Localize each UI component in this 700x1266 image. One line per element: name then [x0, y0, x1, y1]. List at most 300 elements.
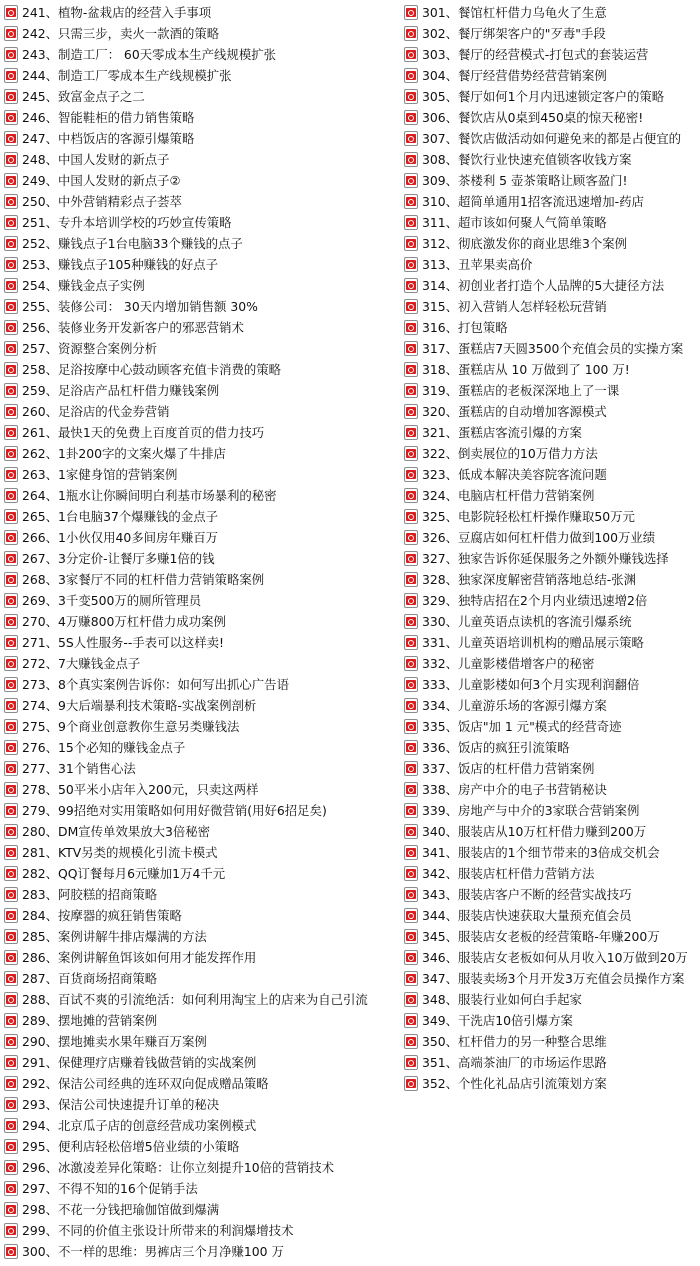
- document-list-item[interactable]: [404, 926, 700, 947]
- pdf-file-icon: [4, 488, 18, 503]
- document-list-item[interactable]: [404, 212, 700, 233]
- pdf-file-icon: [404, 152, 418, 167]
- document-title: 283、阿胶糕的招商策略: [22, 887, 158, 902]
- document-title: 252、赚钱点子1台电脑33个赚钱的点子: [22, 236, 243, 251]
- pdf-file-icon: [404, 341, 418, 356]
- document-title: 284、按摩器的疯狂销售策略: [22, 908, 182, 923]
- document-list-item[interactable]: [404, 23, 700, 44]
- document-title: 349、干洗店10倍引爆方案: [422, 1013, 573, 1028]
- document-list-item[interactable]: [4, 1073, 394, 1094]
- document-list-item[interactable]: [4, 779, 394, 800]
- pdf-file-icon: [4, 299, 18, 314]
- pdf-file-icon: [4, 215, 18, 230]
- document-title: 298、不花一分钱把瑜伽馆做到爆满: [22, 1202, 220, 1217]
- document-title: 322、倒卖展位的10万借力方法: [422, 446, 598, 461]
- document-list-item[interactable]: [4, 359, 394, 380]
- document-title: 348、服装行业如何白手起家: [422, 992, 582, 1007]
- document-title: 333、儿童影楼如何3个月实现利润翻倍: [422, 677, 640, 692]
- pdf-file-icon: [4, 341, 18, 356]
- document-list-item[interactable]: [4, 527, 394, 548]
- pdf-file-icon: [4, 635, 18, 650]
- document-list-item[interactable]: [4, 653, 394, 674]
- document-list-item[interactable]: [4, 548, 394, 569]
- document-title: 267、3分定价-让餐厅多赚1倍的钱: [22, 551, 215, 566]
- pdf-file-icon: [4, 1139, 18, 1154]
- pdf-file-icon: [404, 971, 418, 986]
- document-list-item[interactable]: [4, 149, 394, 170]
- pdf-file-icon: [404, 26, 418, 41]
- document-list-item[interactable]: [4, 23, 394, 44]
- document-title: 315、初入营销人怎样轻松玩营销: [422, 299, 607, 314]
- pdf-file-icon: [4, 1055, 18, 1070]
- document-list-item[interactable]: [404, 233, 700, 254]
- document-list-item[interactable]: [404, 737, 700, 758]
- document-list-item[interactable]: [404, 884, 700, 905]
- document-title: 257、资源整合案例分析: [22, 341, 158, 356]
- pdf-file-icon: [404, 194, 418, 209]
- document-list-item[interactable]: [404, 1073, 700, 1094]
- document-list-item[interactable]: [4, 233, 394, 254]
- pdf-file-icon: [404, 5, 418, 20]
- pdf-file-icon: [404, 68, 418, 83]
- document-list-item[interactable]: [4, 1136, 394, 1157]
- document-list-item[interactable]: [4, 86, 394, 107]
- pdf-file-icon: [404, 1055, 418, 1070]
- pdf-file-icon: [4, 845, 18, 860]
- document-list-item[interactable]: [404, 275, 700, 296]
- document-title: 317、蛋糕店7天圆3500个充值会员的实操方案: [422, 341, 684, 356]
- pdf-file-icon: [4, 719, 18, 734]
- document-list-item[interactable]: [4, 968, 394, 989]
- pdf-file-icon: [4, 1202, 18, 1217]
- document-title: 248、中国人发财的新点子: [22, 152, 170, 167]
- document-list-item[interactable]: [404, 842, 700, 863]
- document-list-item[interactable]: [4, 1052, 394, 1073]
- document-list-item[interactable]: [404, 170, 700, 191]
- document-title: 304、餐厅经营借势经营营销案例: [422, 68, 607, 83]
- pdf-file-icon: [404, 173, 418, 188]
- document-list-item[interactable]: [4, 1199, 394, 1220]
- document-title: 316、打包策略: [422, 320, 508, 335]
- document-title: 324、电脑店杠杆借力营销案例: [422, 488, 595, 503]
- pdf-file-icon: [4, 425, 18, 440]
- document-list-item[interactable]: [404, 86, 700, 107]
- document-list-item[interactable]: [404, 254, 700, 275]
- pdf-file-icon: [404, 929, 418, 944]
- pdf-file-icon: [404, 110, 418, 125]
- document-title: 318、蛋糕店从 10 万做到了 100 万!: [422, 362, 630, 377]
- document-title: 346、服装店女老板如何从月收入10万做到20万: [422, 950, 688, 965]
- pdf-file-icon: [404, 488, 418, 503]
- document-title: 320、蛋糕店的自动增加客源模式: [422, 404, 607, 419]
- document-title: 340、服装店从10万杠杆借力赚到200万: [422, 824, 647, 839]
- document-title: 269、3千变500万的厕所管理员: [22, 593, 202, 608]
- document-list-item[interactable]: [404, 695, 700, 716]
- document-list-item[interactable]: [404, 107, 700, 128]
- document-title: 330、儿童英语点读机的客流引爆系统: [422, 614, 632, 629]
- document-title: 338、房产中介的电子书营销秘诀: [422, 782, 607, 797]
- pdf-file-icon: [404, 236, 418, 251]
- document-title: 272、7大赚钱金点子: [22, 656, 141, 671]
- pdf-file-icon: [404, 257, 418, 272]
- pdf-file-icon: [4, 677, 18, 692]
- document-title: 287、百货商场招商策略: [22, 971, 158, 986]
- pdf-file-icon: [4, 26, 18, 41]
- document-title: 306、餐饮店从0桌到450桌的惊天秘密!: [422, 110, 644, 125]
- document-list-item[interactable]: [404, 338, 700, 359]
- document-title: 271、5S人性服务--手表可以这样卖!: [22, 635, 224, 650]
- document-list-item[interactable]: [404, 422, 700, 443]
- document-title: 266、1小伙仅用40多间房年赚百万: [22, 530, 218, 545]
- document-list-item[interactable]: [404, 548, 700, 569]
- pdf-file-icon: [404, 383, 418, 398]
- document-title: 256、装修业务开发新客户的邪恶营销术: [22, 320, 244, 335]
- document-list-item[interactable]: [404, 296, 700, 317]
- pdf-file-icon: [4, 593, 18, 608]
- document-title: 335、饭店"加 1 元"模式的经营奇迹: [422, 719, 622, 734]
- document-title: 258、足浴按摩中心鼓动顾客充值卡消费的策略: [22, 362, 282, 377]
- document-list-item[interactable]: [4, 44, 394, 65]
- document-title: 293、保洁公司快速提升订单的秘决: [22, 1097, 220, 1112]
- document-list-item[interactable]: [404, 758, 700, 779]
- document-list-item[interactable]: [4, 65, 394, 86]
- document-title: 307、餐饮店做活动如何避免来的都是占便宜的: [422, 131, 682, 146]
- document-list-item[interactable]: [4, 569, 394, 590]
- document-list-item[interactable]: [404, 716, 700, 737]
- document-title: 328、独家深度解密营销落地总结-张渊: [422, 572, 636, 587]
- pdf-file-icon: [4, 1223, 18, 1238]
- pdf-file-icon: [4, 698, 18, 713]
- document-list-item[interactable]: [4, 674, 394, 695]
- pdf-file-icon: [4, 47, 18, 62]
- pdf-file-icon: [4, 761, 18, 776]
- document-list-item[interactable]: [4, 380, 394, 401]
- document-title: 342、服装店杠杆借力营销方法: [422, 866, 595, 881]
- document-list-item[interactable]: [4, 716, 394, 737]
- pdf-file-icon: [4, 1097, 18, 1112]
- pdf-file-icon: [404, 824, 418, 839]
- document-list-item[interactable]: [404, 65, 700, 86]
- pdf-file-icon: [404, 908, 418, 923]
- document-list-item[interactable]: [4, 443, 394, 464]
- pdf-file-icon: [404, 593, 418, 608]
- document-list-item[interactable]: [404, 464, 700, 485]
- document-list-item[interactable]: [4, 2, 394, 23]
- pdf-file-icon: [404, 866, 418, 881]
- document-list-item[interactable]: [404, 569, 700, 590]
- document-list-item[interactable]: [404, 611, 700, 632]
- document-list-left-column: [4, 2, 394, 1262]
- pdf-file-icon: [4, 971, 18, 986]
- document-title: 314、初创业者打造个人品牌的5大捷径方法: [422, 278, 665, 293]
- document-list-item[interactable]: [404, 590, 700, 611]
- document-list-item[interactable]: [404, 632, 700, 653]
- pdf-file-icon: [4, 194, 18, 209]
- document-list-item[interactable]: [4, 464, 394, 485]
- document-list-item[interactable]: [4, 989, 394, 1010]
- pdf-file-icon: [404, 509, 418, 524]
- pdf-file-icon: [404, 950, 418, 965]
- document-title: 347、服装卖场3个月开发3万充值会员操作方案: [422, 971, 685, 986]
- document-title: 319、蛋糕店的老板深深地上了一课: [422, 383, 620, 398]
- document-title: 350、杠杆借力的另一种整合思维: [422, 1034, 607, 1049]
- pdf-file-icon: [4, 929, 18, 944]
- document-title: 339、房地产与中介的3家联合营销案例: [422, 803, 640, 818]
- document-list-item[interactable]: [4, 485, 394, 506]
- document-list-item[interactable]: [404, 191, 700, 212]
- pdf-file-icon: [4, 1244, 18, 1259]
- document-title: 268、3家餐厅不同的杠杆借力营销策略案例: [22, 572, 265, 587]
- document-title: 291、保健理疗店赚着钱做营销的实战案例: [22, 1055, 257, 1070]
- document-list-item[interactable]: [404, 989, 700, 1010]
- pdf-file-icon: [404, 992, 418, 1007]
- pdf-file-icon: [404, 782, 418, 797]
- document-title: 245、致富金点子之二: [22, 89, 145, 104]
- document-list-item[interactable]: [4, 926, 394, 947]
- document-list-item[interactable]: [4, 1178, 394, 1199]
- document-title: 255、装修公司： 30天内增加销售额 30%: [22, 299, 258, 314]
- document-list-item[interactable]: [404, 800, 700, 821]
- document-title: 244、制造工厂零成本生产线规模扩张: [22, 68, 232, 83]
- document-title: 311、超市该如何聚人气简单策略: [422, 215, 607, 230]
- document-title: 280、DM宣传单效果放大3倍秘密: [22, 824, 211, 839]
- document-title: 281、KTV另类的规模化引流卡模式: [22, 845, 218, 860]
- document-list-item[interactable]: [404, 1052, 700, 1073]
- pdf-file-icon: [4, 110, 18, 125]
- pdf-file-icon: [404, 278, 418, 293]
- document-list-item[interactable]: [404, 947, 700, 968]
- pdf-file-icon: [404, 320, 418, 335]
- pdf-file-icon: [404, 635, 418, 650]
- pdf-file-icon: [4, 803, 18, 818]
- pdf-file-icon: [404, 656, 418, 671]
- document-title: 265、1台电脑37个爆赚钱的金点子: [22, 509, 218, 524]
- document-title: 323、低成本解决美容院客流问题: [422, 467, 607, 482]
- pdf-file-icon: [404, 845, 418, 860]
- document-list-item[interactable]: [4, 128, 394, 149]
- document-list-item[interactable]: [404, 905, 700, 926]
- pdf-file-icon: [4, 278, 18, 293]
- document-list-item[interactable]: [404, 653, 700, 674]
- pdf-file-icon: [404, 1034, 418, 1049]
- pdf-file-icon: [4, 68, 18, 83]
- pdf-file-icon: [4, 467, 18, 482]
- pdf-file-icon: [4, 446, 18, 461]
- pdf-file-icon: [4, 740, 18, 755]
- document-title: 294、北京瓜子店的创意经营成功案例模式: [22, 1118, 257, 1133]
- document-title: 343、服装店客户不断的经营实战技巧: [422, 887, 632, 902]
- document-list-item[interactable]: [4, 254, 394, 275]
- pdf-file-icon: [404, 131, 418, 146]
- document-title: 326、豆腐店如何杠杆借力做到100万业绩: [422, 530, 656, 545]
- document-list-item[interactable]: [404, 149, 700, 170]
- pdf-file-icon: [4, 1076, 18, 1091]
- document-list-item[interactable]: [4, 401, 394, 422]
- document-title: 262、1卦200字的文案火爆了牛排店: [22, 446, 226, 461]
- pdf-file-icon: [4, 866, 18, 881]
- document-list-item[interactable]: [404, 317, 700, 338]
- document-title: 274、9大后端暴利技术策略-实战案例剖析: [22, 698, 257, 713]
- pdf-file-icon: [404, 572, 418, 587]
- document-title: 292、保洁公司经典的连环双向促成赠品策略: [22, 1076, 269, 1091]
- document-title: 321、蛋糕店客流引爆的方案: [422, 425, 582, 440]
- document-list-right-column: [404, 2, 700, 1094]
- document-title: 329、独特店招在2个月内业绩迅速增2倍: [422, 593, 648, 608]
- document-list-item[interactable]: [404, 1031, 700, 1052]
- pdf-file-icon: [4, 950, 18, 965]
- document-title: 313、丑苹果卖高价: [422, 257, 533, 272]
- document-list-item[interactable]: [4, 107, 394, 128]
- pdf-file-icon: [4, 551, 18, 566]
- document-title: 352、个性化礼品店引流策划方案: [422, 1076, 607, 1091]
- document-title: 249、中国人发财的新点子②: [22, 173, 181, 188]
- pdf-file-icon: [4, 1034, 18, 1049]
- document-title: 296、冰激凌差异化策略：让你立刻提升10倍的营销技术: [22, 1160, 335, 1175]
- document-list-item[interactable]: [4, 506, 394, 527]
- document-list-item[interactable]: [404, 443, 700, 464]
- document-title: 351、高端茶油厂的市场运作思路: [422, 1055, 607, 1070]
- document-title: 277、31个销售心法: [22, 761, 136, 776]
- document-title: 303、餐厅的经营模式-打包式的套装运营: [422, 47, 649, 62]
- document-title: 309、茶楼利 5 壶茶策略让顾客盈门!: [422, 173, 628, 188]
- document-list-item[interactable]: [4, 191, 394, 212]
- document-list-item[interactable]: [4, 632, 394, 653]
- document-title: 273、8个真实案例告诉你：如何写出抓心广告语: [22, 677, 289, 692]
- pdf-file-icon: [404, 299, 418, 314]
- document-title: 253、赚钱点子105种赚钱的好点子: [22, 257, 218, 272]
- document-list-item[interactable]: [404, 674, 700, 695]
- pdf-file-icon: [4, 383, 18, 398]
- document-list-item[interactable]: [4, 758, 394, 779]
- pdf-file-icon: [404, 89, 418, 104]
- document-title: 282、QQ订餐每月6元赚加1万4千元: [22, 866, 226, 881]
- document-title: 251、专升本培训学校的巧妙宣传策略: [22, 215, 232, 230]
- pdf-file-icon: [404, 614, 418, 629]
- document-list-item[interactable]: [4, 863, 394, 884]
- document-title: 312、彻底激发你的商业思维3个案例: [422, 236, 628, 251]
- pdf-file-icon: [4, 362, 18, 377]
- document-list-item[interactable]: [404, 779, 700, 800]
- document-list-item[interactable]: [404, 401, 700, 422]
- document-list-item[interactable]: [404, 968, 700, 989]
- pdf-file-icon: [4, 152, 18, 167]
- document-list-item[interactable]: [4, 737, 394, 758]
- document-list-item[interactable]: [4, 296, 394, 317]
- document-title: 259、足浴店产品杠杆借力赚钱案例: [22, 383, 220, 398]
- document-list-item[interactable]: [4, 884, 394, 905]
- pdf-file-icon: [404, 677, 418, 692]
- document-list-item[interactable]: [4, 611, 394, 632]
- document-list-item[interactable]: [4, 275, 394, 296]
- document-list-item[interactable]: [4, 338, 394, 359]
- document-title: 295、便利店轻松倍增5倍业绩的小策略: [22, 1139, 240, 1154]
- pdf-file-icon: [4, 1013, 18, 1028]
- document-list-item[interactable]: [4, 821, 394, 842]
- document-list-item[interactable]: [404, 359, 700, 380]
- document-title: 300、不一样的思维：男裤店三个月净赚100 万: [22, 1244, 284, 1259]
- document-list-item[interactable]: [4, 212, 394, 233]
- pdf-file-icon: [404, 887, 418, 902]
- document-list-item[interactable]: [4, 842, 394, 863]
- document-list-item[interactable]: [404, 821, 700, 842]
- document-title: 332、儿童影楼借增客户的秘密: [422, 656, 595, 671]
- document-list-item[interactable]: [4, 170, 394, 191]
- document-list-item[interactable]: [4, 1031, 394, 1052]
- pdf-file-icon: [404, 404, 418, 419]
- document-list-item[interactable]: [404, 380, 700, 401]
- pdf-file-icon: [404, 740, 418, 755]
- document-title: 275、9个商业创意教你生意另类赚钱法: [22, 719, 240, 734]
- document-list-item[interactable]: [4, 947, 394, 968]
- document-title: 305、餐厅如何1个月内迅速锁定客户的策略: [422, 89, 665, 104]
- document-title: 270、4万赚800万杠杆借力成功案例: [22, 614, 226, 629]
- pdf-file-icon: [404, 719, 418, 734]
- pdf-file-icon: [4, 908, 18, 923]
- document-title: 331、儿童英语培训机构的赠品展示策略: [422, 635, 644, 650]
- document-list-item[interactable]: [404, 2, 700, 23]
- document-title: 334、儿童游乐场的客源引爆方案: [422, 698, 607, 713]
- document-title: 279、99招绝对实用策略如何用好微营销(用好6招足矣): [22, 803, 327, 818]
- pdf-file-icon: [404, 47, 418, 62]
- document-title: 290、摆地摊卖水果年赚百万案例: [22, 1034, 207, 1049]
- pdf-file-icon: [4, 530, 18, 545]
- document-list-item[interactable]: [4, 1157, 394, 1178]
- document-list-item[interactable]: [4, 905, 394, 926]
- document-list-item[interactable]: [4, 695, 394, 716]
- document-title: 308、餐饮行业快速充值锁客收钱方案: [422, 152, 632, 167]
- document-list-item[interactable]: [4, 1220, 394, 1241]
- pdf-file-icon: [4, 824, 18, 839]
- document-list-item[interactable]: [404, 44, 700, 65]
- document-list-item[interactable]: [4, 422, 394, 443]
- document-title: 276、15个必知的赚钱金点子: [22, 740, 186, 755]
- document-title: 301、餐馆杠杆借力乌龟火了生意: [422, 5, 607, 20]
- document-title: 336、饭店的疯狂引流策略: [422, 740, 570, 755]
- pdf-file-icon: [404, 425, 418, 440]
- document-list-item[interactable]: [404, 485, 700, 506]
- document-title: 243、制造工厂： 60天零成本生产线规模扩张: [22, 47, 276, 62]
- pdf-file-icon: [404, 1076, 418, 1091]
- document-list-item[interactable]: [4, 1094, 394, 1115]
- document-title: 325、电影院轻松杠杆操作赚取50万元: [422, 509, 635, 524]
- document-list-item[interactable]: [4, 800, 394, 821]
- pdf-file-icon: [404, 530, 418, 545]
- document-list-item[interactable]: [404, 863, 700, 884]
- document-list-item[interactable]: [4, 317, 394, 338]
- document-list-item[interactable]: [404, 506, 700, 527]
- document-title: 241、植物-盆栽店的经营入手事项: [22, 5, 212, 20]
- pdf-file-icon: [4, 404, 18, 419]
- document-title: 337、饭店的杠杆借力营销案例: [422, 761, 595, 776]
- document-list-item[interactable]: [404, 128, 700, 149]
- pdf-file-icon: [4, 89, 18, 104]
- document-title: 289、摆地摊的营销案例: [22, 1013, 158, 1028]
- document-list-item[interactable]: [4, 590, 394, 611]
- document-list-item[interactable]: [404, 1010, 700, 1031]
- document-list-item[interactable]: [4, 1010, 394, 1031]
- document-list-item[interactable]: [4, 1241, 394, 1262]
- pdf-file-icon: [4, 173, 18, 188]
- pdf-file-icon: [4, 1118, 18, 1133]
- document-title: 327、独家告诉你延保服务之外额外赚钱选择: [422, 551, 669, 566]
- pdf-file-icon: [4, 656, 18, 671]
- pdf-file-icon: [404, 698, 418, 713]
- pdf-file-icon: [404, 467, 418, 482]
- document-title: 286、案例讲解鱼饵该如何用才能发挥作用: [22, 950, 257, 965]
- document-list-item[interactable]: [404, 527, 700, 548]
- document-list-item[interactable]: [4, 1115, 394, 1136]
- pdf-file-icon: [404, 551, 418, 566]
